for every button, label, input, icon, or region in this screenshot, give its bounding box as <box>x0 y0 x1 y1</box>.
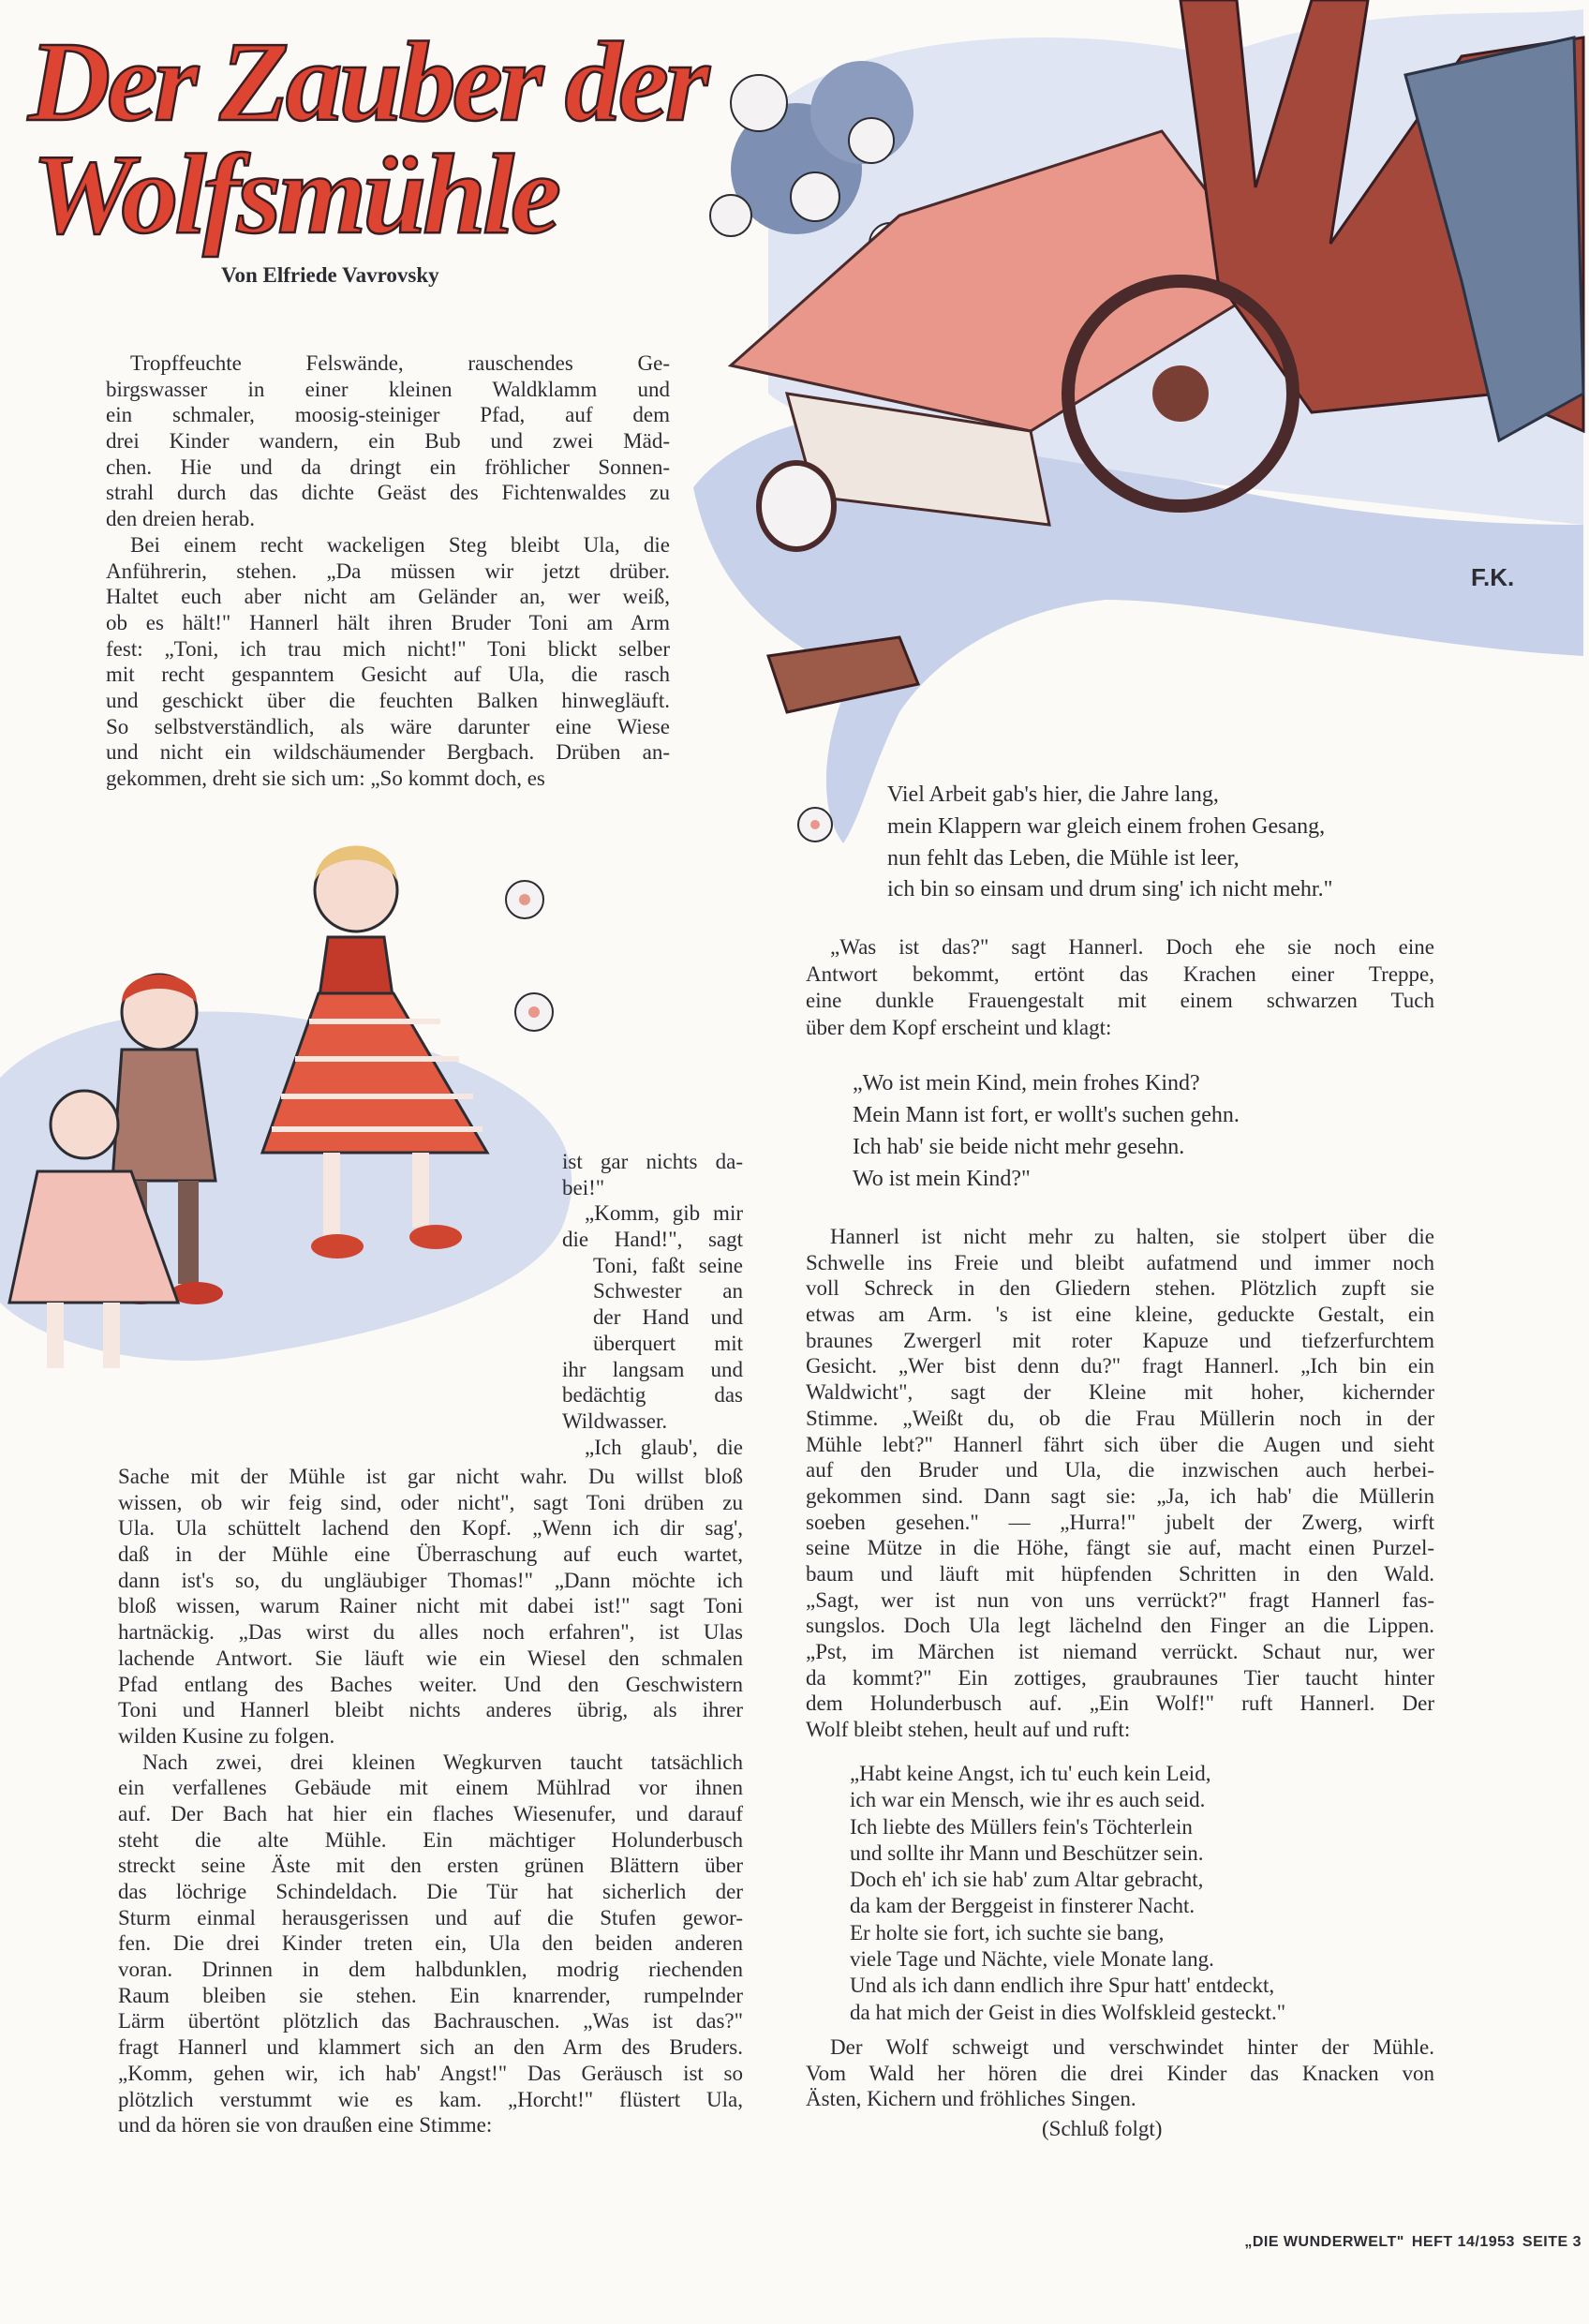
text-line: „Komm, gib mir <box>585 1201 743 1226</box>
column-1-continued <box>118 1464 743 2138</box>
poem-line: Doch eh' ich sie hab' zum Altar gebracht, <box>850 1868 1204 1892</box>
text-line: mit recht gespanntem Gesicht auf Ula, die rasch <box>106 663 670 687</box>
title-line-2: Wolfsmühle <box>32 131 558 258</box>
text-line: ein verfallenes Gebäude mit einem Mühlrad vor ihnen <box>118 1776 743 1800</box>
text-line: Stimme. „Weißt du, ob die Frau Müllerin noch in der <box>806 1406 1434 1430</box>
story-title <box>28 19 706 258</box>
poem-line: mein Klappern war gleich einem frohen Gesang, <box>887 813 1326 839</box>
flower <box>515 993 553 1031</box>
text-line: Ula. Ula schüttelt lachend den Kopf. „Wenn ich dir sag', <box>118 1516 743 1541</box>
text-line: wilden Kusine zu folgen. <box>118 1723 335 1748</box>
artist-signature: F.K. <box>1471 563 1515 591</box>
text-line: ihr langsam und <box>562 1357 743 1381</box>
text-line: Toni, faßt seine <box>593 1253 743 1277</box>
poem-line: nun fehlt das Leben, die Mühle ist leer, <box>887 845 1240 871</box>
text-line: drei Kinder wandern, ein Bub und zwei Mäd- <box>106 429 670 454</box>
poem-line: „Wo ist mein Kind, mein frohes Kind? <box>853 1071 1200 1095</box>
text-line: dem Holunderbusch auf. „Ein Wolf!" ruft Hannerl. Der <box>806 1691 1434 1716</box>
text-line: „Pst, im Märchen ist niemand verrückt. Schaut nur, wer <box>806 1640 1434 1663</box>
text-line: sungslos. Doch Ula legt lächelnd den Finger an die Lippen. <box>806 1614 1434 1638</box>
poem-line: ich war ein Mensch, wie ihr es auch seid. <box>850 1788 1206 1812</box>
text-line: plötzlich verstummt wie es kam. „Horcht!" flüstert Ula, <box>118 2087 743 2111</box>
text-line: bedächtig das <box>562 1383 743 1408</box>
text-line: streckt seine Äste mit den ersten grünen Blättern über <box>118 1854 743 1878</box>
text-line: über dem Kopf erscheint und klagt: <box>806 1015 1112 1039</box>
text-line: Schwester an <box>593 1279 743 1304</box>
text-line: „Sagt, wer ist nun von uns verrückt?" fragt Hannerl fas- <box>806 1587 1434 1612</box>
poem-line: Ich liebte des Müllers fein's Töchterlein <box>850 1814 1193 1839</box>
millstone <box>759 463 834 549</box>
text-line: Lärm übertönt plötzlich das Bachrauschen. „Was ist das?" <box>118 2009 743 2034</box>
text-line: fen. Die drei Kinder treten ein, Ula den beiden anderen <box>118 1931 743 1956</box>
text-line: fest: „Toni, ich trau mich nicht!" Toni blickt selber <box>106 636 670 661</box>
text-line: Hannerl ist nicht mehr zu halten, sie stolpert über die <box>830 1225 1434 1248</box>
text-line: der Hand und <box>593 1305 743 1330</box>
page-footer <box>1237 2234 1582 2251</box>
title-line-1: Der Zauber der <box>28 19 706 145</box>
text-line: lachende Antwort. Sie läuft wie ein Wiesel den schmalen <box>118 1646 743 1670</box>
text-line: Wildwasser. <box>562 1408 668 1433</box>
text-line: „Was ist das?" sagt Hannerl. Doch ehe sie noch eine <box>830 935 1434 959</box>
poem-line: Mein Mann ist fort, er wollt's suchen gehn. <box>853 1103 1240 1127</box>
to-be-continued: (Schluß folgt) <box>1042 2117 1163 2140</box>
text-line: Wolf bleibt stehen, heult auf und ruft: <box>806 1718 1131 1742</box>
text-line: voran. Drinnen in dem halbdunklen, modrig riechenden <box>118 1958 743 1982</box>
text-line: das löchrige Schindeldach. Die Tür hat sicherlich der <box>118 1880 743 1903</box>
text-line: chen. Hie und da dringt ein fröhlicher Sonnen- <box>106 454 670 479</box>
text-line: soeben gesehen." — „Hurra!" jubelt der Zwerg, wirft <box>806 1510 1434 1534</box>
mill-poem <box>887 780 1543 906</box>
text-line: Pfad entlang des Baches weiter. Und den Geschwistern <box>118 1672 743 1696</box>
text-line: daß in der Mühle eine Überraschung auf euch wartet, <box>118 1542 743 1567</box>
wolf-poem <box>850 1761 1431 2026</box>
text-line: Haltet euch aber nicht am Geländer an, wer weiß, <box>106 585 670 609</box>
flower <box>506 881 543 918</box>
text-line: und geschickt über die feuchten Balken hinwegläuft. <box>106 688 670 712</box>
text-line: Waldwicht", sagt der Kleine mit hoher, kichernder <box>806 1380 1434 1405</box>
poem-line: da kam der Berggeist in finsterer Nacht. <box>850 1894 1195 1918</box>
author-byline: Von Elfriede Vavrovsky <box>221 263 439 287</box>
text-line: ein schmaler, moosig-steiniger Pfad, auf dem <box>106 403 670 427</box>
poem-line: viele Tage und Nächte, viele Monate lang. <box>850 1947 1214 1972</box>
poem-line: Viel Arbeit gab's hier, die Jahre lang, <box>887 782 1219 807</box>
text-line: Antwort bekommt, ertönt das Krachen einer Treppe, <box>806 961 1434 986</box>
children-illustration <box>0 815 600 1378</box>
text-line: Sache mit der Mühle ist gar nicht wahr. Du willst bloß <box>118 1465 743 1488</box>
text-line: überquert mit <box>593 1331 743 1355</box>
text-line: dann ist's so, du ungläubiger Thomas!" „Dann möchte ich <box>118 1568 743 1592</box>
text-line: da kommt?" Ein zottiges, graubraunes Tier taucht hinter <box>806 1665 1434 1690</box>
magazine-name: „DIE WUNDERWELT" <box>1244 2234 1404 2250</box>
flower <box>798 808 832 842</box>
text-line: voll Schreck in den Gliedern stehen. Plötzlich zupft sie <box>806 1276 1434 1301</box>
text-line: „Ich glaub', die <box>585 1435 743 1459</box>
text-line: auf den Bruder und Ula, die inzwischen auch herbei- <box>806 1458 1434 1482</box>
text-line: ob es hält!" Hannerl hält ihren Bruder Toni am Arm <box>106 610 670 634</box>
text-line: baum und läuft mit hüpfenden Schritten in den Wald. <box>806 1561 1434 1586</box>
mill-illustration <box>656 0 1589 862</box>
text-line: wissen, ob wir feig sind, oder nicht", sagt Toni drüben zu <box>118 1490 743 1514</box>
column-1-intro <box>106 350 670 792</box>
text-line: Raum bleiben sie stehen. Ein knarrender, rumpelnder <box>118 1983 743 2007</box>
text-line: Anführerin, stehen. „Da müssen wir jetzt drüber. <box>106 559 670 583</box>
text-line: Sturm einmal herausgerissen und auf die Stufen gewor- <box>118 1905 743 1929</box>
right-column-main <box>806 1224 1434 1743</box>
text-line: fragt Hannerl und klammert sich an den Arm des Bruders. <box>118 2035 743 2060</box>
text-line: und da hören sie von draußen eine Stimme: <box>118 2113 493 2138</box>
text-line: Gesicht. „Wer bist denn du?" fragt Hannerl. „Ich bin ein <box>806 1354 1434 1378</box>
text-line: bloß wissen, warum Rainer nicht mit dabei ist!" sagt Toni <box>118 1594 743 1618</box>
text-line: Nach zwei, drei kleinen Wegkurven taucht tatsächlich <box>142 1750 743 1774</box>
text-line: seine Mütze in die Höhe, fängt sie auf, macht einen Purzel- <box>806 1536 1434 1560</box>
text-line: braunes Zwergerl mit roter Kapuze und tiefzerfurchtem <box>806 1328 1434 1352</box>
text-line: Vom Wald her hören die drei Kinder das Knacken von <box>806 2061 1434 2085</box>
text-line: So selbstverständlich, als wäre darunter eine Wiese <box>106 714 670 738</box>
poem-line: da hat mich der Geist in dies Wolfskleid gesteckt." <box>850 2000 1286 2024</box>
page-number: SEITE 3 <box>1522 2234 1582 2250</box>
poem-line: Ich hab' sie beide nicht mehr gesehn. <box>853 1135 1185 1159</box>
text-line: und nicht ein wildschäumender Bergbach. Drüben an- <box>106 740 670 765</box>
text-line: eine dunkle Frauengestalt mit einem schwarzen Tuch <box>806 989 1434 1012</box>
text-line: Der Wolf schweigt und verschwindet hinter der Mühle. <box>830 2035 1434 2059</box>
text-line: Bei einem recht wackeligen Steg bleibt Ula, die <box>130 532 670 557</box>
text-line: strahl durch das dichte Geäst des Fichtenwaldes zu <box>106 481 670 505</box>
poem-line: Wo ist mein Kind?" <box>853 1167 1031 1191</box>
text-line: Ästen, Kichern und fröhliches Singen. <box>806 2087 1136 2111</box>
text-line: „Komm, gehen wir, ich hab' Angst!" Das Geräusch ist so <box>118 2061 743 2085</box>
text-line: birgswasser in einer kleinen Waldklamm und <box>106 377 670 401</box>
text-line: gekommen sind. Dann sagt sie: „Ja, ich hab' die Müllerin <box>806 1483 1434 1508</box>
text-line: Toni und Hannerl bleibt nichts anderes übrig, als ihrer <box>118 1698 743 1722</box>
poem-line: und sollte ihr Mann und Beschützer sein. <box>850 1840 1204 1865</box>
narrow-column <box>562 1149 743 1460</box>
text-line: Schwelle ins Freie und bleibt aufatmend und immer noch <box>806 1250 1434 1274</box>
text-line: hartnäckig. „Das wirst du alles noch erfahren", ist Ulas <box>118 1620 743 1645</box>
poem-line: „Habt keine Angst, ich tu' euch kein Leid, <box>850 1762 1211 1785</box>
text-line: gekommen, dreht sie sich um: „So kommt doch, es <box>106 767 545 790</box>
text-line: auf. Der Bach hat hier ein flaches Wiesenufer, und darauf <box>118 1801 743 1825</box>
text-line: etwas am Arm. 's ist eine kleine, geduckte Gestalt, ein <box>806 1303 1434 1327</box>
text-line: bei!" <box>562 1175 605 1199</box>
poem-line: Und als ich dann endlich ihre Spur hatt' entdeckt, <box>850 1974 1275 1998</box>
poem-line: Er holte sie fort, ich suchte sie bang, <box>850 1920 1165 1944</box>
text-line: ist gar nichts da- <box>562 1150 743 1173</box>
right-column-end <box>806 2034 1434 2112</box>
text-line: Mühle lebt?" Hannerl fährt sich über die Augen und sieht <box>806 1432 1434 1456</box>
text-line: die Hand!", sagt <box>562 1228 743 1252</box>
text-line: den dreien herab. <box>106 507 256 531</box>
text-line: Tropffeuchte Felswände, rauschendes Ge- <box>130 351 670 375</box>
poem-line: ich bin so einsam und drum sing' ich nicht mehr." <box>887 877 1333 902</box>
right-column-intro <box>806 934 1434 1041</box>
issue-number: HEFT 14/1953 <box>1411 2234 1515 2250</box>
text-line: steht die alte Mühle. Ein mächtiger Holunderbusch <box>118 1827 743 1852</box>
miller-wife-poem <box>853 1067 1433 1195</box>
